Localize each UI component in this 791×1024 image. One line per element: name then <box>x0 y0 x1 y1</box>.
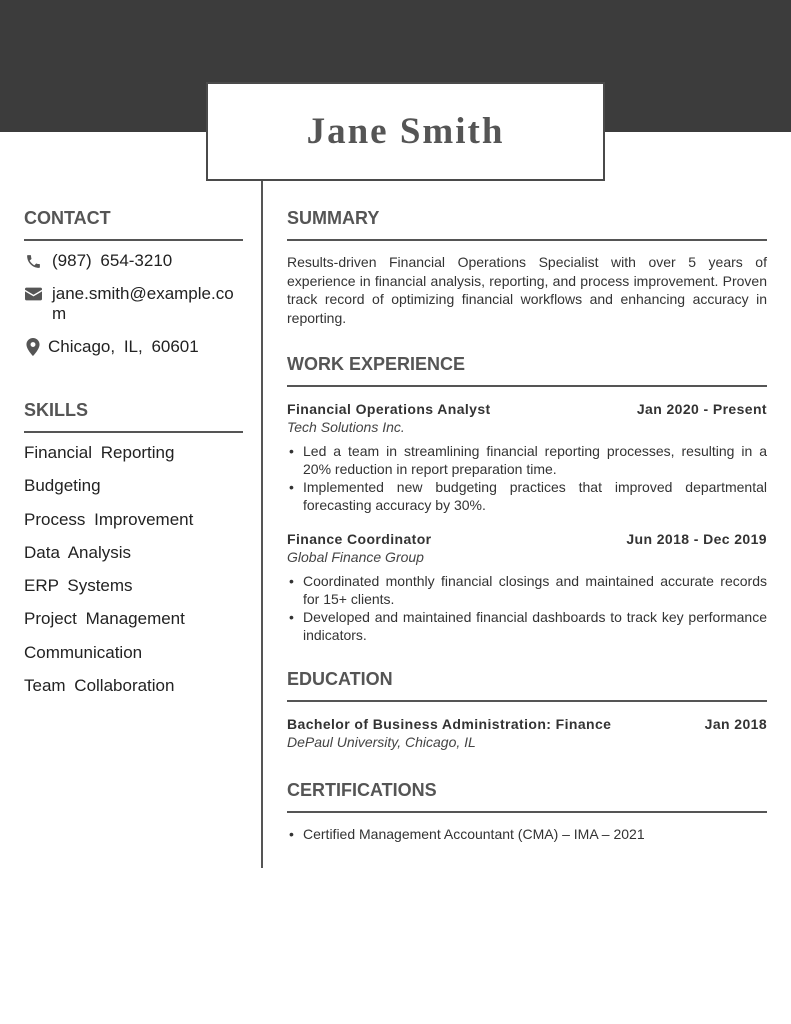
skills-title: SKILLS <box>24 400 89 420</box>
job-bullet: • Coordinated monthly financial closings and maintained accurate records for 15+ clients. <box>287 572 767 608</box>
job-entry <box>287 400 767 514</box>
contact-email <box>24 284 243 324</box>
job-bullet: • Implemented new budgeting practices that improved departmental forecasting accuracy by 30%. <box>287 478 767 514</box>
job-role: Financial Operations Analyst <box>287 401 491 417</box>
section-rule <box>287 385 767 387</box>
section-rule <box>287 239 767 241</box>
contact-section <box>24 207 243 357</box>
envelope-icon <box>24 284 42 304</box>
section-rule <box>24 431 243 433</box>
left-column <box>24 207 243 709</box>
education-entry <box>287 715 767 751</box>
skill-item: Team Collaboration <box>24 676 175 696</box>
skill-item: Budgeting <box>24 476 101 496</box>
job-company: Tech Solutions Inc. <box>287 419 405 435</box>
degree: Bachelor of Business Administration: Finance <box>287 716 612 732</box>
skill-item: Financial Reporting <box>24 443 175 462</box>
summary-text: Results-driven Financial Operations Specialist with over 5 years of experience in financial analysis, reporting, and process improvement. Proven track record of optimizing financial workflows and enhancing accuracy in reporting. <box>287 254 767 326</box>
section-rule <box>24 239 243 241</box>
job-role: Finance Coordinator <box>287 531 432 547</box>
skill-item: Data Analysis <box>24 542 131 562</box>
skill-item: ERP Systems <box>24 576 133 596</box>
job-bullet: • Led a team in streamlining financial reporting processes, resulting in a 20% reduction in report preparation time. <box>287 442 767 478</box>
name-box <box>206 82 605 181</box>
section-rule <box>287 700 767 702</box>
summary-title: SUMMARY <box>287 208 380 228</box>
column-divider <box>261 181 263 868</box>
phone-text: (987) 654-3210 <box>52 251 173 270</box>
job-bullet: • Developed and maintained financial dashboards to track key performance indicators. <box>287 608 767 644</box>
certifications-title: CERTIFICATIONS <box>287 780 437 800</box>
job-dates: Jun 2018 - Dec 2019 <box>626 531 767 547</box>
job-entry <box>287 530 767 644</box>
school: DePaul University, Chicago, IL <box>287 734 476 750</box>
skill-item: Process Improvement <box>24 509 194 529</box>
contact-phone <box>24 251 243 271</box>
skills-section <box>24 399 243 696</box>
skill-item: Communication <box>24 642 143 662</box>
phone-icon <box>24 251 42 271</box>
job-dates: Jan 2020 - Present <box>636 401 767 417</box>
education-date: Jan 2018 <box>704 716 767 732</box>
skill-item: Project Management <box>24 609 185 629</box>
education-section <box>287 668 767 751</box>
contact-title: CONTACT <box>24 208 111 228</box>
certification-item: • Certified Management Accountant (CMA) – IMA – 2021 <box>287 825 767 843</box>
map-pin-icon <box>24 337 42 357</box>
candidate-name: Jane Smith <box>306 111 505 152</box>
email-text: jane.smith@example.com <box>52 284 234 323</box>
location-text: Chicago, IL, 60601 <box>48 337 199 356</box>
work-experience-section <box>287 353 767 644</box>
right-column <box>287 207 767 843</box>
contact-location <box>24 337 243 357</box>
summary-section <box>287 207 767 327</box>
work-title: WORK EXPERIENCE <box>287 354 466 374</box>
certifications-section <box>287 779 767 843</box>
section-rule <box>287 811 767 813</box>
job-company: Global Finance Group <box>287 549 424 565</box>
education-title: EDUCATION <box>287 669 393 689</box>
